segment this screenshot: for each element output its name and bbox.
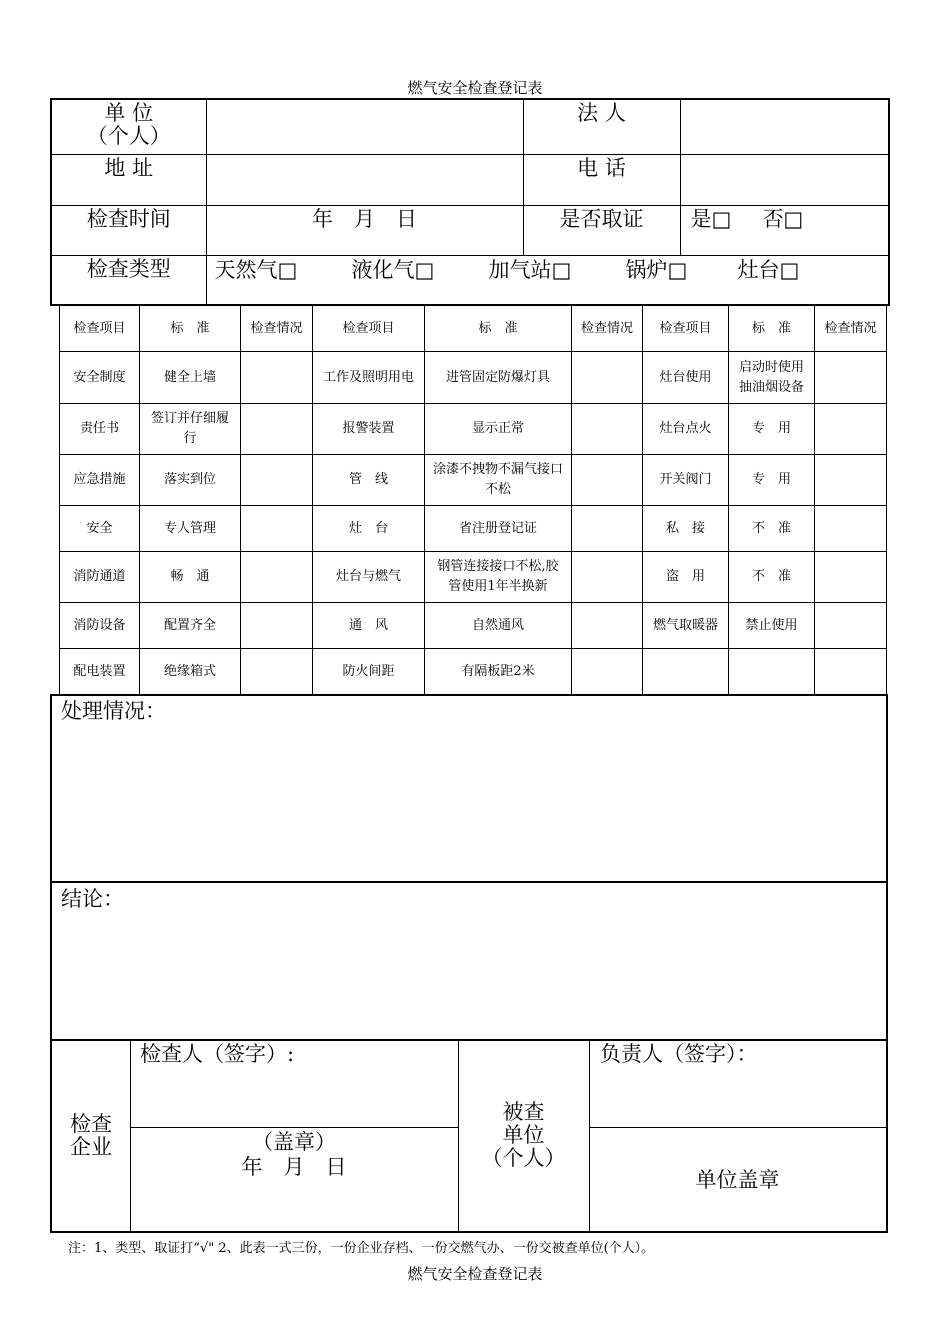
footer-note: 注：1、类型、取证打“√" 2、此表一式三份，一份企业存档、一份交燃气办、一份交被查单位(个人）。 <box>68 1241 655 1256</box>
grid-cell: 通 风 <box>313 603 425 649</box>
grid-cell: 燃气取暖器 <box>643 603 729 649</box>
type-stove-checkbox[interactable]: 灶台□ <box>737 257 800 282</box>
grid-header: 检查情况 <box>241 306 313 352</box>
inspected-label-line2: 单位 <box>502 1123 545 1147</box>
type-gas-station-checkbox[interactable]: 加气站□ <box>488 257 572 282</box>
grid-header: 标 准 <box>140 306 241 352</box>
grid-check-cell[interactable] <box>815 552 887 603</box>
unit-stamp-label[interactable]: 单位盖章 <box>695 1168 780 1192</box>
grid-cell <box>643 649 729 695</box>
grid-check-cell[interactable] <box>815 506 887 552</box>
grid-check-cell[interactable] <box>241 404 313 455</box>
grid-header: 标 准 <box>729 306 815 352</box>
table-row <box>60 404 887 455</box>
grid-cell: 专人管理 <box>140 506 241 552</box>
grid-cell: 消防设备 <box>60 603 140 649</box>
address-label: 地 址 <box>104 155 154 180</box>
grid-cell: 专 用 <box>729 455 815 506</box>
inspector-signature-label[interactable]: 检查人（签字）: <box>140 1042 295 1066</box>
grid-cell: 配置齐全 <box>140 603 241 649</box>
grid-cell: 灶台点火 <box>643 404 729 455</box>
page-title-bottom: 燃气安全检查登记表 <box>407 1265 543 1283</box>
grid-cell: 绝缘箱式 <box>140 649 241 695</box>
grid-check-cell[interactable] <box>572 404 643 455</box>
unit-label-line1: 单 位 <box>104 101 154 125</box>
header-table <box>50 98 890 306</box>
type-label: 检查类型 <box>86 256 171 281</box>
grid-check-cell[interactable] <box>572 649 643 695</box>
grid-check-cell[interactable] <box>572 455 643 506</box>
table-row <box>60 603 887 649</box>
grid-header: 标 准 <box>425 306 572 352</box>
grid-cell: 防火间距 <box>313 649 425 695</box>
table-row <box>60 552 887 603</box>
grid-cell: 报警装置 <box>313 404 425 455</box>
stamp-label: （盖章） <box>252 1130 336 1154</box>
grid-check-cell[interactable] <box>241 455 313 506</box>
unit-label <box>51 99 206 154</box>
grid-cell: 不 准 <box>729 552 815 603</box>
inspection-grid <box>59 305 887 695</box>
type-lpg-checkbox[interactable]: 液化气□ <box>351 257 435 282</box>
grid-check-cell[interactable] <box>241 352 313 404</box>
grid-header: 检查情况 <box>572 306 643 352</box>
grid-check-cell[interactable] <box>572 603 643 649</box>
grid-cell: 工作及照明用电 <box>313 352 425 404</box>
stamp-date: 年 月 日 <box>241 1155 347 1179</box>
conclusion-section[interactable] <box>50 881 888 1041</box>
phone-value-cell[interactable] <box>680 154 889 205</box>
company-label-line1: 检查 <box>70 1112 112 1136</box>
grid-cell: 配电装置 <box>60 649 140 695</box>
inspected-label-line1: 被查 <box>502 1100 545 1124</box>
grid-check-cell[interactable] <box>815 603 887 649</box>
grid-cell: 显示正常 <box>425 404 572 455</box>
grid-cell: 涂漆不拽物不漏气接口不松 <box>425 455 572 506</box>
grid-cell: 启动时使用抽油烟设备 <box>729 352 815 404</box>
grid-header: 检查项目 <box>643 306 729 352</box>
grid-cell: 不 准 <box>729 506 815 552</box>
grid-check-cell[interactable] <box>815 455 887 506</box>
grid-cell: 健全上墙 <box>140 352 241 404</box>
grid-cell: 签订并仔细履行 <box>140 404 241 455</box>
grid-check-cell[interactable] <box>572 352 643 404</box>
grid-cell <box>729 649 815 695</box>
page-title-top: 燃气安全检查登记表 <box>407 79 543 97</box>
grid-cell: 畅 通 <box>140 552 241 603</box>
table-row <box>60 455 887 506</box>
grid-check-cell[interactable] <box>241 649 313 695</box>
grid-cell: 有隔板距2米 <box>425 649 572 695</box>
unit-value-cell[interactable] <box>206 99 523 154</box>
grid-cell: 灶台与燃气 <box>313 552 425 603</box>
unit-label-line2: （个人） <box>86 124 171 148</box>
grid-cell: 安全 <box>60 506 140 552</box>
date-text: 年 月 日 <box>312 206 417 231</box>
grid-check-cell[interactable] <box>815 352 887 404</box>
signature-section <box>50 1039 888 1233</box>
address-value-cell[interactable] <box>206 154 523 205</box>
type-natural-gas-checkbox[interactable]: 天然气□ <box>214 257 298 282</box>
grid-cell: 私 接 <box>643 506 729 552</box>
grid-cell: 应急措施 <box>60 455 140 506</box>
grid-cell: 自然通风 <box>425 603 572 649</box>
handling-label: 处理情况： <box>61 699 166 723</box>
license-label: 是否取证 <box>559 206 644 231</box>
handling-section[interactable] <box>50 694 888 883</box>
grid-check-cell[interactable] <box>572 552 643 603</box>
grid-cell: 管 线 <box>313 455 425 506</box>
inspected-label-line3: （个人） <box>481 1146 566 1170</box>
license-yes-checkbox[interactable]: 是□ <box>690 206 732 231</box>
phone-label: 电 话 <box>577 155 626 180</box>
grid-header: 检查项目 <box>313 306 425 352</box>
grid-check-cell[interactable] <box>241 603 313 649</box>
table-row <box>60 352 887 404</box>
grid-check-cell[interactable] <box>241 506 313 552</box>
grid-cell: 进管固定防爆灯具 <box>425 352 572 404</box>
type-boiler-checkbox[interactable]: 锅炉□ <box>625 257 688 282</box>
legal-label: 法 人 <box>577 101 626 125</box>
table-row <box>60 649 887 695</box>
grid-cell: 禁止使用 <box>729 603 815 649</box>
legal-value-cell[interactable] <box>680 99 889 154</box>
conclusion-label: 结论： <box>61 887 124 911</box>
grid-cell: 专 用 <box>729 404 815 455</box>
grid-cell: 灶 台 <box>313 506 425 552</box>
grid-cell: 灶台使用 <box>643 352 729 404</box>
grid-cell: 责任书 <box>60 404 140 455</box>
grid-cell: 省注册登记证 <box>425 506 572 552</box>
table-row <box>60 506 887 552</box>
grid-header: 检查项目 <box>60 306 140 352</box>
grid-cell: 钢管连接接口不松,胶管使用1年半换新 <box>425 552 572 603</box>
grid-cell: 落实到位 <box>140 455 241 506</box>
grid-header: 检查情况 <box>815 306 887 352</box>
grid-cell: 安全制度 <box>60 352 140 404</box>
grid-check-cell[interactable] <box>815 404 887 455</box>
grid-cell: 消防通道 <box>60 552 140 603</box>
grid-cell: 开关阀门 <box>643 455 729 506</box>
grid-check-cell[interactable] <box>815 649 887 695</box>
company-label-line2: 企业 <box>70 1135 112 1159</box>
license-no-checkbox[interactable]: 否□ <box>762 206 804 231</box>
grid-cell: 盗 用 <box>643 552 729 603</box>
responsible-signature-label[interactable]: 负责人（签字）： <box>600 1042 758 1066</box>
grid-check-cell[interactable] <box>241 552 313 603</box>
grid-check-cell[interactable] <box>572 506 643 552</box>
time-label: 检查时间 <box>86 206 171 231</box>
